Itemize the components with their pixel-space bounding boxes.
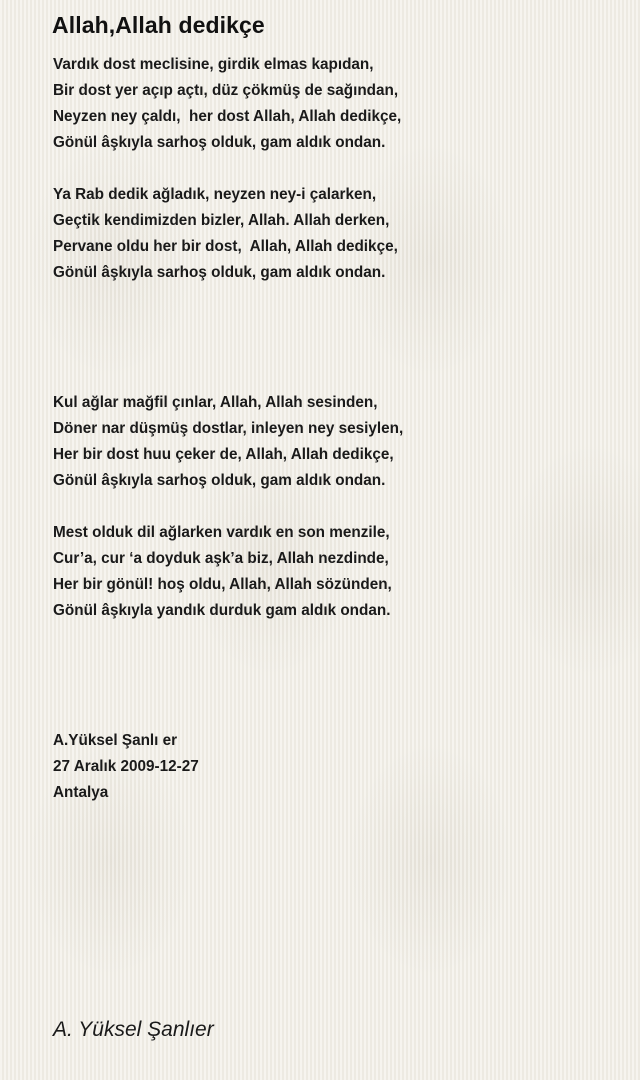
- stanza-gap: [53, 156, 613, 182]
- poem-line: Cur’a, cur ‘a doyduk aşk’a biz, Allah nezdinde,: [53, 550, 389, 567]
- poem-body: [53, 52, 613, 806]
- poem-line: Neyzen ney çaldı, her dost Allah, Allah dedikçe,: [53, 108, 402, 125]
- stanza-1: [53, 52, 613, 156]
- poem-footer: [53, 728, 613, 806]
- poem-line: Her bir dost huu çeker de, Allah, Allah dedikçe,: [53, 446, 394, 463]
- poem-line: Kul ağlar mağfil çınlar, Allah, Allah sesinden,: [53, 394, 378, 411]
- poem-line: Bir dost yer açıp açtı, düz çökmüş de sağından,: [53, 82, 399, 99]
- stanza-2: [53, 182, 613, 286]
- poem-title: Allah,Allah dedikçe: [52, 12, 265, 38]
- poem-line: Her bir gönül! hoş oldu, Allah, Allah sözünden,: [53, 576, 392, 593]
- author-line: A.Yüksel Şanlı er: [53, 732, 178, 749]
- poem-line: Gönül âşkıyla sarhoş olduk, gam aldık ondan.: [53, 472, 386, 489]
- poem-line: Gönül âşkıyla yandık durduk gam aldık ondan.: [53, 602, 391, 619]
- date-line: 27 Aralık 2009-12-27: [53, 758, 199, 775]
- poem-line: Gönül âşkıyla sarhoş olduk, gam aldık ondan.: [53, 134, 386, 151]
- poem-line: Vardık dost meclisine, girdik elmas kapıdan,: [53, 56, 374, 73]
- stanza-3: [53, 390, 613, 494]
- author-signature: A. Yüksel Şanlıer: [53, 1018, 214, 1041]
- poem-line: Döner nar düşmüş dostlar, inleyen ney sesiylen,: [53, 420, 404, 437]
- poem-line: Mest olduk dil ağlarken vardık en son menzile,: [53, 524, 390, 541]
- poem-line: Geçtik kendimizden bizler, Allah. Allah derken,: [53, 212, 390, 229]
- stanza-gap: [53, 624, 613, 728]
- stanza-gap: [53, 286, 613, 390]
- poem-line: Pervane oldu her bir dost, Allah, Allah dedikçe,: [53, 238, 398, 255]
- stanza-gap: [53, 494, 613, 520]
- poem-line: Gönül âşkıyla sarhoş olduk, gam aldık ondan.: [53, 264, 386, 281]
- poem-line: Ya Rab dedik ağladık, neyzen ney-i çalarken,: [53, 186, 377, 203]
- stanza-4: [53, 520, 613, 624]
- place-line: Antalya: [53, 784, 109, 801]
